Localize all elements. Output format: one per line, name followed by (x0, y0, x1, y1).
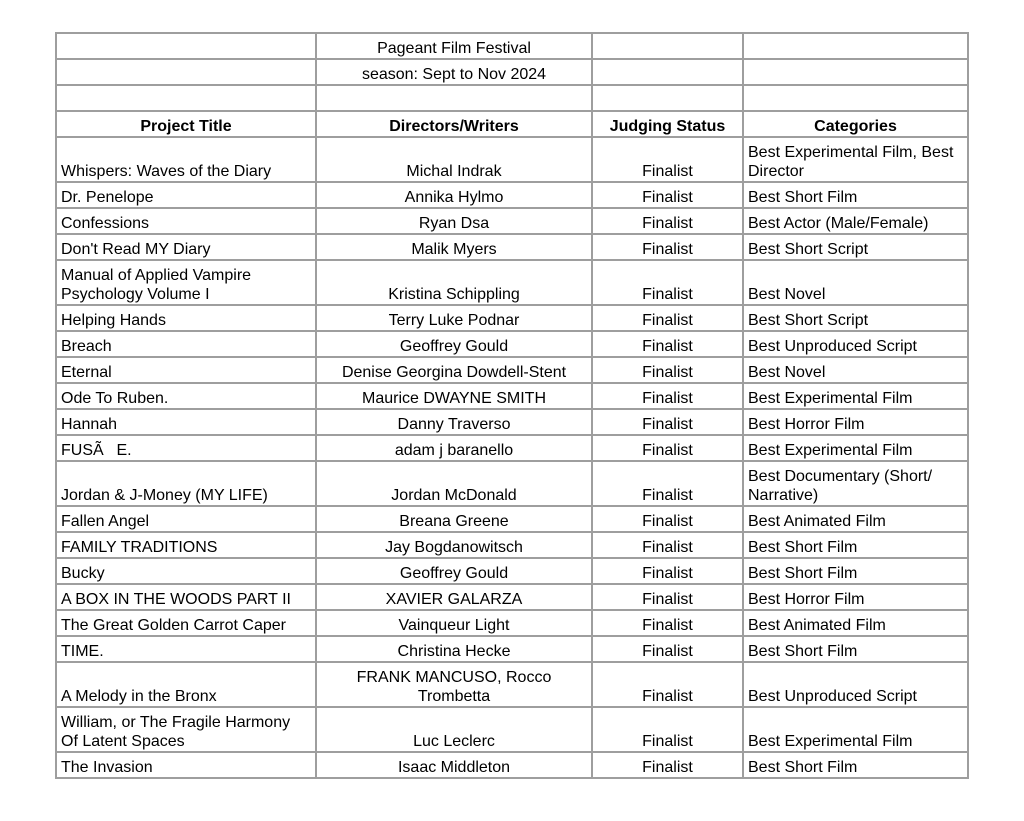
category-cell: Best Short Script (743, 305, 968, 331)
director-cell: Geoffrey Gould (316, 558, 592, 584)
director-cell: Jordan McDonald (316, 461, 592, 506)
blank-row (56, 85, 968, 111)
category-cell: Best Short Script (743, 234, 968, 260)
category-cell: Best Animated Film (743, 610, 968, 636)
category-cell: Best Unproduced Script (743, 331, 968, 357)
director-cell: Geoffrey Gould (316, 331, 592, 357)
director-cell: adam j baranello (316, 435, 592, 461)
director-cell: Malik Myers (316, 234, 592, 260)
judging-status-cell: Finalist (592, 234, 743, 260)
table-row (56, 409, 968, 435)
table-row (56, 182, 968, 208)
director-cell: Ryan Dsa (316, 208, 592, 234)
project-title-cell: A Melody in the Bronx (56, 662, 316, 707)
project-title-cell: Helping Hands (56, 305, 316, 331)
director-cell: Breana Greene (316, 506, 592, 532)
judging-status-cell: Finalist (592, 610, 743, 636)
director-cell: Annika Hylmo (316, 182, 592, 208)
director-cell: Isaac Middleton (316, 752, 592, 778)
table-row (56, 532, 968, 558)
project-title-cell: Eternal (56, 357, 316, 383)
table-row (56, 636, 968, 662)
judging-status-cell: Finalist (592, 752, 743, 778)
empty-cell (592, 33, 743, 59)
column-header-directors: Directors/Writers (316, 111, 592, 137)
category-cell: Best Experimental Film (743, 707, 968, 752)
judging-status-cell: Finalist (592, 182, 743, 208)
category-cell: Best Experimental Film, Best Director (743, 137, 968, 182)
project-title-cell: Whispers: Waves of the Diary (56, 137, 316, 182)
category-cell: Best Animated Film (743, 506, 968, 532)
project-title-cell: Manual of Applied Vampire Psychology Volume I (56, 260, 316, 305)
column-header-row (56, 111, 968, 137)
table-row (56, 435, 968, 461)
director-cell: Christina Hecke (316, 636, 592, 662)
category-cell: Best Experimental Film (743, 435, 968, 461)
category-cell: Best Short Film (743, 532, 968, 558)
table-row (56, 461, 968, 506)
judging-status-cell: Finalist (592, 584, 743, 610)
project-title-cell: A BOX IN THE WOODS PART II (56, 584, 316, 610)
project-title-cell: Dr. Penelope (56, 182, 316, 208)
empty-cell (56, 85, 316, 111)
director-cell: Kristina Schippling (316, 260, 592, 305)
empty-cell (592, 59, 743, 85)
project-title-cell: TIME. (56, 636, 316, 662)
judging-status-cell: Finalist (592, 409, 743, 435)
project-title-cell: Confessions (56, 208, 316, 234)
judging-status-cell: Finalist (592, 208, 743, 234)
column-header-title: Project Title (56, 111, 316, 137)
table-row (56, 234, 968, 260)
judging-status-cell: Finalist (592, 506, 743, 532)
project-title-cell: FUSÃE. (56, 435, 316, 461)
category-cell: Best Unproduced Script (743, 662, 968, 707)
director-cell: XAVIER GALARZA (316, 584, 592, 610)
project-title-cell: FAMILY TRADITIONS (56, 532, 316, 558)
category-cell: Best Short Film (743, 182, 968, 208)
project-title-cell: The Great Golden Carrot Caper (56, 610, 316, 636)
category-cell: Best Actor (Male/Female) (743, 208, 968, 234)
judging-status-cell: Finalist (592, 357, 743, 383)
project-title-cell: Jordan & J-Money (MY LIFE) (56, 461, 316, 506)
project-title-cell: Don't Read MY Diary (56, 234, 316, 260)
project-title-cell: Breach (56, 331, 316, 357)
judging-status-cell: Finalist (592, 137, 743, 182)
table-row (56, 137, 968, 182)
category-cell: Best Documentary (Short/ Narrative) (743, 461, 968, 506)
director-cell: Vainqueur Light (316, 610, 592, 636)
table-row (56, 208, 968, 234)
category-cell: Best Novel (743, 260, 968, 305)
empty-cell (56, 59, 316, 85)
judging-status-cell: Finalist (592, 532, 743, 558)
season-text: season: Sept to Nov 2024 (316, 59, 592, 85)
table-row (56, 357, 968, 383)
empty-cell (592, 85, 743, 111)
judging-status-cell: Finalist (592, 707, 743, 752)
empty-cell (743, 33, 968, 59)
category-cell: Best Short Film (743, 752, 968, 778)
judging-status-cell: Finalist (592, 461, 743, 506)
judging-status-cell: Finalist (592, 662, 743, 707)
judging-status-cell: Finalist (592, 260, 743, 305)
judging-status-cell: Finalist (592, 636, 743, 662)
category-cell: Best Horror Film (743, 409, 968, 435)
table-row (56, 305, 968, 331)
table-row (56, 506, 968, 532)
project-title-cell: Hannah (56, 409, 316, 435)
table-row (56, 584, 968, 610)
table-row (56, 383, 968, 409)
judging-status-cell: Finalist (592, 305, 743, 331)
table-row (56, 331, 968, 357)
empty-cell (743, 59, 968, 85)
director-cell: FRANK MANCUSO, Rocco Trombetta (316, 662, 592, 707)
judging-status-cell: Finalist (592, 383, 743, 409)
project-title-cell: Fallen Angel (56, 506, 316, 532)
director-cell: Danny Traverso (316, 409, 592, 435)
table-row (56, 260, 968, 305)
category-cell: Best Horror Film (743, 584, 968, 610)
table-row (56, 558, 968, 584)
director-cell: Michal Indrak (316, 137, 592, 182)
category-cell: Best Experimental Film (743, 383, 968, 409)
table-row (56, 662, 968, 707)
table-row (56, 707, 968, 752)
empty-cell (316, 85, 592, 111)
project-title-cell: Bucky (56, 558, 316, 584)
column-header-categories: Categories (743, 111, 968, 137)
empty-cell (743, 85, 968, 111)
director-cell: Terry Luke Podnar (316, 305, 592, 331)
table-row (56, 752, 968, 778)
project-title-cell: The Invasion (56, 752, 316, 778)
project-title-cell: William, or The Fragile Harmony Of Latent Spaces (56, 707, 316, 752)
column-header-status: Judging Status (592, 111, 743, 137)
director-cell: Jay Bogdanowitsch (316, 532, 592, 558)
header-row-season (56, 59, 968, 85)
table-row (56, 610, 968, 636)
judging-status-cell: Finalist (592, 558, 743, 584)
category-cell: Best Novel (743, 357, 968, 383)
empty-cell (56, 33, 316, 59)
category-cell: Best Short Film (743, 558, 968, 584)
header-row-festival (56, 33, 968, 59)
director-cell: Denise Georgina Dowdell-Stent (316, 357, 592, 383)
judging-status-cell: Finalist (592, 331, 743, 357)
finalists-table (55, 32, 969, 779)
project-title-cell: Ode To Ruben. (56, 383, 316, 409)
judging-status-cell: Finalist (592, 435, 743, 461)
director-cell: Luc Leclerc (316, 707, 592, 752)
festival-name: Pageant Film Festival (316, 33, 592, 59)
director-cell: Maurice DWAYNE SMITH (316, 383, 592, 409)
category-cell: Best Short Film (743, 636, 968, 662)
